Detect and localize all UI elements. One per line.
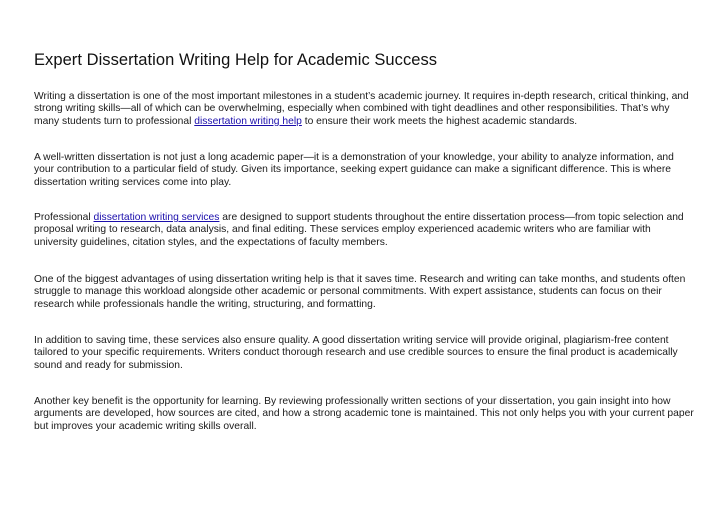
paragraph-professional-services [34, 212, 694, 249]
paragraph-text: to ensure their work meets the highest academic standards. [301, 115, 578, 127]
page-title: Expert Dissertation Writing Help for Academic Success [34, 51, 438, 69]
paragraph-text: Professional [34, 212, 94, 223]
paragraph-text: Writing a dissertation is one of the most important milestones in a student’s academic journey. It requires in-depth research, critical thinking, and strong writing skills—all of which can be overwhelming, especially when combined with tight deadlines and other responsibilities. That’s why many students turn to professional [34, 91, 689, 127]
paragraph-learning: Another key benefit is the opportunity for learning. By reviewing professionally written sections of your dissertation, you gain insight into how arguments are developed, how sources are cited, and how a strong academic tone is maintained. This not only helps you with your current paper but improves your academic writing skills overall. [34, 396, 694, 432]
dissertation-writing-services-link[interactable]: dissertation writing services [93, 212, 220, 223]
paragraph-text: are designed to support students throughout the entire dissertation process—from topic selection and proposal writing to research, data analysis, and final editing. These services employ experienced academic writers who are familiar with university guidelines, citation styles, and the expectations of faculty members. [34, 212, 684, 248]
paragraph-quality: In addition to saving time, these services also ensure quality. A good dissertation writing service will provide original, plagiarism-free content tailored to your specific requirements. Writers conduct thorough research and use credible sources to ensure the final product is academically sound and ready for submission. [34, 335, 678, 371]
dissertation-writing-help-link[interactable]: dissertation writing help [194, 115, 302, 127]
paragraph-well-written: A well-written dissertation is not just a long academic paper—it is a demonstration of your knowledge, your ability to analyze information, and your contribution to a particular field of study. Given its importance, seeking expert guidance can make a significant difference. This is where dissertation writing services come into play. [34, 152, 674, 188]
paragraph-intro [34, 91, 694, 128]
paragraph-saves-time: One of the biggest advantages of using dissertation writing help is that it saves time. Research and writing can take months, and students often struggle to manage this workload alongside other academic or personal commitments. With expert assistance, students can focus on their research while professionals handle the writing, structuring, and formatting. [34, 274, 686, 310]
